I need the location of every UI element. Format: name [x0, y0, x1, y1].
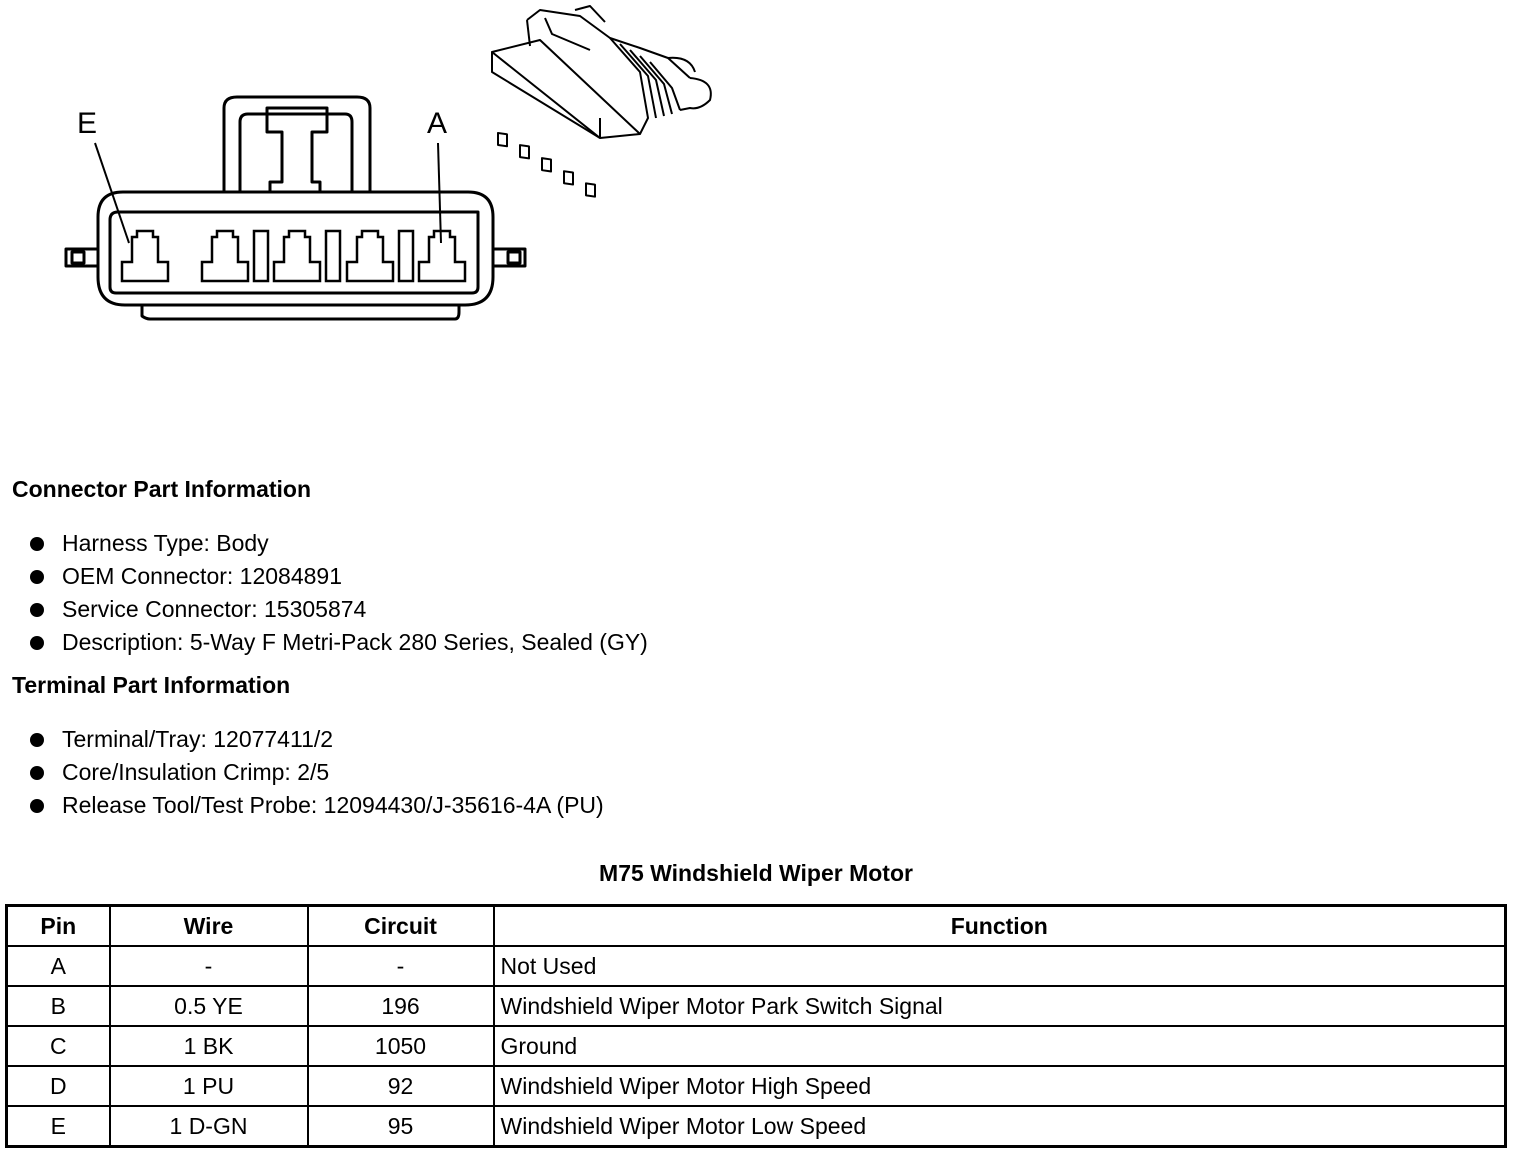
latch-housing — [224, 97, 370, 192]
terminal-b — [347, 231, 393, 281]
table-row — [7, 1066, 1506, 1106]
cell-wire: 1 D-GN — [110, 1106, 308, 1147]
pin-label-e: E — [76, 107, 98, 140]
column-header-function: Function — [494, 906, 1506, 947]
cell-pin: C — [7, 1026, 110, 1066]
connector-diagram — [0, 0, 760, 340]
pin-label-a: A — [426, 107, 448, 140]
bullet-icon — [30, 537, 44, 551]
cell-circuit: 196 — [308, 986, 494, 1026]
cell-function: Windshield Wiper Motor Low Speed — [494, 1106, 1506, 1147]
cell-circuit: - — [308, 946, 494, 986]
cell-circuit: 95 — [308, 1106, 494, 1147]
right-side-tab-inner — [508, 252, 520, 263]
list-item-text: Description: 5-Way F Metri-Pack 280 Series, Sealed (GY) — [62, 629, 648, 655]
list-item-text: Harness Type: Body — [62, 530, 269, 556]
terminal-e — [122, 231, 168, 281]
list-item — [30, 789, 604, 822]
terminal-a — [419, 231, 465, 281]
lock-tab — [267, 108, 327, 192]
connector-info-list — [30, 527, 648, 659]
list-item — [30, 593, 648, 626]
bullet-icon — [30, 733, 44, 747]
cell-function: Windshield Wiper Motor High Speed — [494, 1066, 1506, 1106]
left-side-tab-inner — [72, 252, 84, 263]
bullet-icon — [30, 636, 44, 650]
list-item — [30, 723, 604, 756]
table-row — [7, 946, 1506, 986]
table-row — [7, 986, 1506, 1026]
terminal-c — [274, 231, 320, 281]
latch-arm — [240, 114, 352, 192]
list-item — [30, 527, 648, 560]
column-header-circuit: Circuit — [308, 906, 494, 947]
cell-wire: 1 BK — [110, 1026, 308, 1066]
cell-wire: 0.5 YE — [110, 986, 308, 1026]
column-header-pin: Pin — [7, 906, 110, 947]
list-item-text: Core/Insulation Crimp: 2/5 — [62, 759, 330, 785]
connector-info-heading: Connector Part Information — [12, 476, 312, 502]
list-item — [30, 560, 648, 593]
cell-circuit: 1050 — [308, 1026, 494, 1066]
cell-wire: - — [110, 946, 308, 986]
table-header-row — [7, 906, 1506, 947]
list-item — [30, 756, 604, 789]
table-row — [7, 1106, 1506, 1147]
connector-3d-sketch — [492, 6, 711, 197]
bullet-icon — [30, 766, 44, 780]
cell-pin: E — [7, 1106, 110, 1147]
list-item — [30, 626, 648, 659]
list-item-text: OEM Connector: 12084891 — [62, 563, 343, 589]
list-item-text: Release Tool/Test Probe: 12094430/J-35616-4A (PU) — [62, 792, 604, 818]
divider-2 — [326, 231, 340, 281]
pinout-table — [5, 904, 1507, 1148]
cell-circuit: 92 — [308, 1066, 494, 1106]
list-item-text: Service Connector: 15305874 — [62, 596, 367, 622]
list-item-text: Terminal/Tray: 12077411/2 — [62, 726, 334, 752]
bullet-icon — [30, 570, 44, 584]
cell-function: Not Used — [494, 946, 1506, 986]
divider-3 — [399, 231, 413, 281]
terminal-info-heading: Terminal Part Information — [12, 672, 291, 698]
terminal-d — [202, 231, 248, 281]
table-title: M75 Windshield Wiper Motor — [599, 860, 913, 886]
cell-wire: 1 PU — [110, 1066, 308, 1106]
bullet-icon — [30, 603, 44, 617]
connector-rim — [142, 305, 459, 319]
terminal-info-list — [30, 723, 604, 822]
cell-pin: B — [7, 986, 110, 1026]
cell-pin: A — [7, 946, 110, 986]
cell-function: Ground — [494, 1026, 1506, 1066]
bullet-icon — [30, 799, 44, 813]
cell-pin: D — [7, 1066, 110, 1106]
column-header-wire: Wire — [110, 906, 308, 947]
divider-1 — [254, 231, 268, 281]
cell-function: Windshield Wiper Motor Park Switch Signal — [494, 986, 1506, 1026]
table-row — [7, 1026, 1506, 1066]
